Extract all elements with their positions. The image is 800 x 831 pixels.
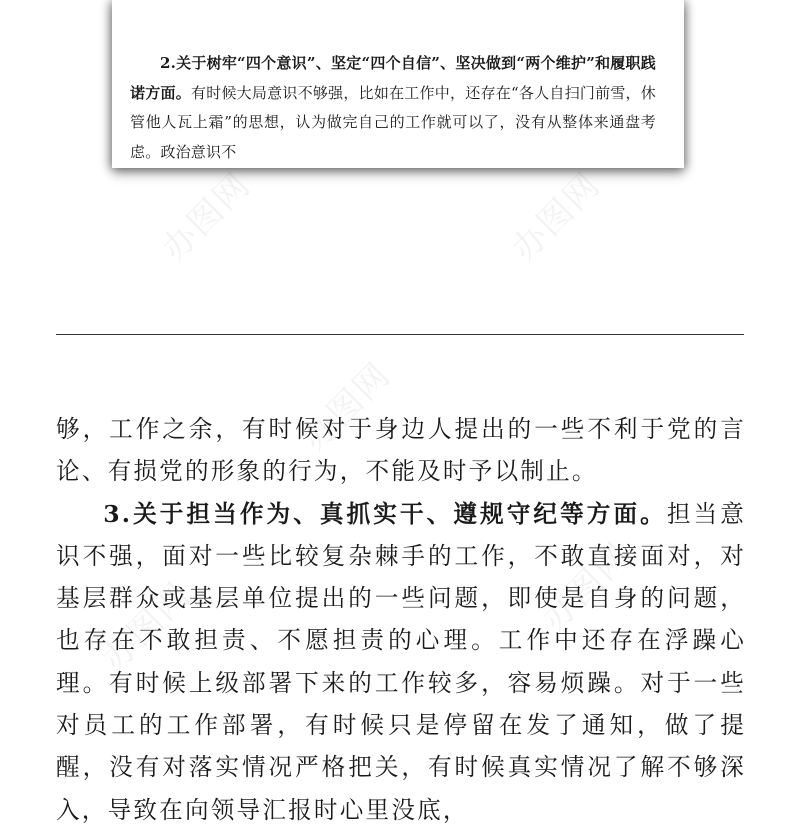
watermark: 办图网 (294, 354, 399, 460)
continuation-paragraph: 够，工作之余，有时候对于身边人提出的一些不利于党的言论、有损党的形象的行为，不能及时予以制止。 (56, 415, 746, 486)
section-3-heading: 3.关于担当作为、真抓实干、遵规守纪等方面。 (103, 499, 667, 528)
watermark: 办图网 (154, 164, 259, 270)
section-3-body: 担当意识不强，面对一些比较复杂棘手的工作，不敢直接面对，对基层群众或基层单位提出的一些问题，即使是自身的问题，也存在不敢担责、不愿担责的心理。工作中还存在浮躁心理。有时候上级部署下来的工作较多，容易烦躁。对于一些对员工的工作部署，有时候只是停留在发了通知，做了提醒，没有对落实情况严格把关，有时候真实情况了解不够深入，导致在向领导汇报时心里没底， (56, 499, 746, 824)
preview-heading: 2.关于树牢“四个意识”、坚定“四个自信”、坚决做到“两个维护”和履职践诺方面。 (130, 54, 656, 102)
preview-body: 有时候大局意识不够强，比如在工作中，还存在“各人自扫门前雪，休管他人瓦上霜”的思想，认为做完自己的工作就可以了，没有从整体来通盘考虑。政治意识不 (130, 83, 656, 161)
section-3-paragraph (56, 493, 746, 831)
document-body (56, 408, 746, 831)
document-preview-card (112, 0, 684, 168)
watermark: 办图网 (94, 574, 199, 680)
preview-paragraph (130, 49, 656, 167)
section-divider (56, 334, 744, 335)
watermark: 办图网 (534, 534, 639, 640)
watermark: 办图网 (504, 164, 609, 270)
